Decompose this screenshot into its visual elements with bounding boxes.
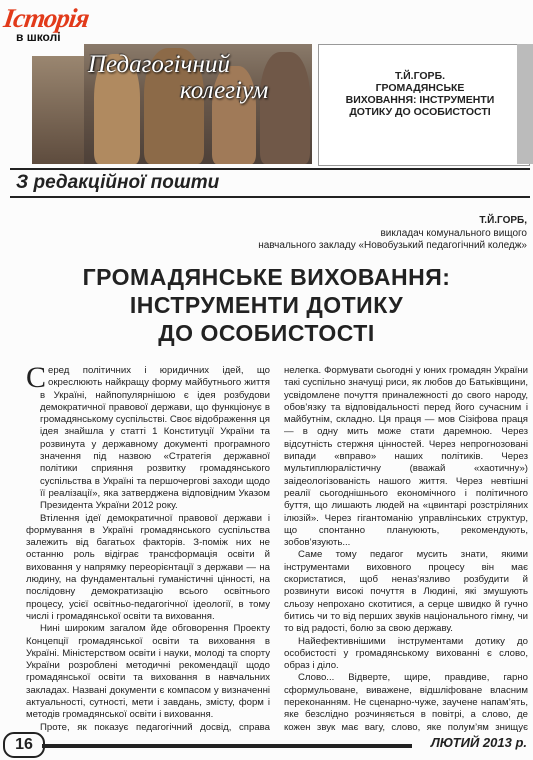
author-block — [258, 215, 527, 253]
article-column-right — [284, 365, 528, 735]
paragraph: Слово... Відверте, щире, правдиве, гарно сформульоване, виважене, відшліфоване власним переконанням. Не сценарно-чуже, заучене напам’ять, яке безслідно розчиняється в повітрі, а слово, де кожен звук має вагу, слово, яке полум’ям знищує — [284, 672, 528, 733]
paragraph: Найефективнішими інструментами дотику до особистості у громадянському вихованні є слово, образ і діло. — [284, 635, 528, 672]
logo-title: Історія — [1, 3, 91, 33]
author-position: викладач комунального вищого — [380, 227, 527, 239]
drop-cap: С — [26, 365, 47, 394]
author-institution: навчального закладу «Новобузький педагогічний коледж» — [258, 240, 527, 251]
banner-left-image — [32, 56, 84, 164]
headline-line: ДО ОСОБИСТОСТІ — [158, 320, 375, 346]
rubric-box — [318, 44, 530, 166]
footer-rule — [42, 744, 412, 748]
paragraph: Саме тому педагог мусить знати, якими інструментами виховного процесу він має скористатися, щоб неназ’язливо розбудити й розвинути високі почуття в Людині, які змушують сльозу непрохано скотитися, а серце швидко й гучно битись чи то від перших звуків національного гімну, чи то від радості, болю за свою державу. — [284, 549, 528, 635]
paragraph-text: еред політичних і юридичних ідей, що окреслюють найкращу форму майбутнього життя в Україні, найпопулярнішою є ідея розбудови демократичної правової держави, що функціонує в громадянському суспільстві. Своє відображення ця ідея знайшла у статті 1 Конституції України та розвинута у державному документі програмного значення під назвою «Стратегія державної політики сприяння розвитку громадянського суспільства в Україні та першочергові заходи щодо її реалізації», яка затверджена відповідним Указом Президента України 2012 року. — [40, 365, 270, 512]
logo-subtitle: в школі — [16, 30, 61, 44]
section-title: З редакційної пошти — [16, 172, 220, 193]
divider — [10, 168, 530, 170]
rubric-box-text — [345, 70, 495, 118]
paragraph: Проте, як показує педагогічний досвід, справа — [40, 721, 270, 733]
divider — [10, 196, 530, 198]
banner-line2: колегіум — [180, 77, 269, 104]
paragraph: нелегка. Формувати сьогодні у юних громадян України такі суспільно значущі риси, як любов до Батьківщини, усвідомлене почуття приналежності до свого народу, обов’язку та відповідальності перед його сучасним і майбутнім, складно. Ця праця — мов Сізіфова праця — в одну мить може стати даремною. Через відсутність стержня цінностей. Через непрогнозовані випади «вправо» наших політиків. Через мультиплюралістичну (вважай «хаотичну») заідеологізованість нашого життя. Через невтішні реалії сьогоднішнього економічного і політичного буття, що лишають людей на «цвинтарі розстріляних ілюзій». Через гігантоманію управлінських структур, що спонтанно плануюють, рекомендують, зобов’язують... — [284, 365, 528, 549]
article-headline — [0, 263, 533, 347]
journal-logo — [1, 3, 91, 46]
rubric-box-shadow — [517, 44, 533, 164]
rubric-box-title: ГРОМАДЯНСЬКЕ ВИХОВАННЯ: ІНСТРУМЕНТИ ДОТИКУ ДО ОСОБИСТОСТІ — [345, 82, 495, 118]
issue-date: ЛЮТИЙ 2013 р. — [430, 735, 527, 750]
headline-line: ІНСТРУМЕНТИ ДОТИКУ — [129, 292, 404, 318]
banner-figure — [260, 52, 310, 164]
rubric-banner — [84, 44, 312, 164]
rubric-box-author: Т.Й.ГОРБ. — [394, 70, 446, 82]
author-name: Т.Й.ГОРБ, — [479, 215, 527, 226]
page-number: 16 — [3, 732, 45, 758]
paragraph: Втілення ідеї демократичної правової держави і формування в Україні громадянського суспільства залежить від багатьох факторів. З-поміж них не останню роль відіграє трансформація освіти й виховання у напрямку переорієнтації з держави — на людину, на фундаментальні гуманістичні цінності, на послідовну демократизацію всього освітнього процесу, усієї освітньо-педагогічної ідеології, в тому числі і громадянської освіти та виховання. — [26, 512, 270, 622]
paragraph — [26, 365, 270, 513]
paragraph: Нині широким загалом йде обговорення Проекту Концепції громадянської освіти та виховання в Україні. Міністерством освіти і науки, молоді та спорту України розроблені методичні рекомендації щодо громадянської освіти та виховання в навчальних закладах. Названі документи є компасом у визначенні актуальності, сутності, мети і завдань, змісту, форм і методів громадянської освіти і виховання. — [26, 623, 270, 721]
headline-line: ГРОМАДЯНСЬКЕ ВИХОВАННЯ: — [82, 264, 451, 290]
banner-line1: Педагогічний — [88, 51, 230, 78]
article-column-left — [26, 365, 270, 735]
